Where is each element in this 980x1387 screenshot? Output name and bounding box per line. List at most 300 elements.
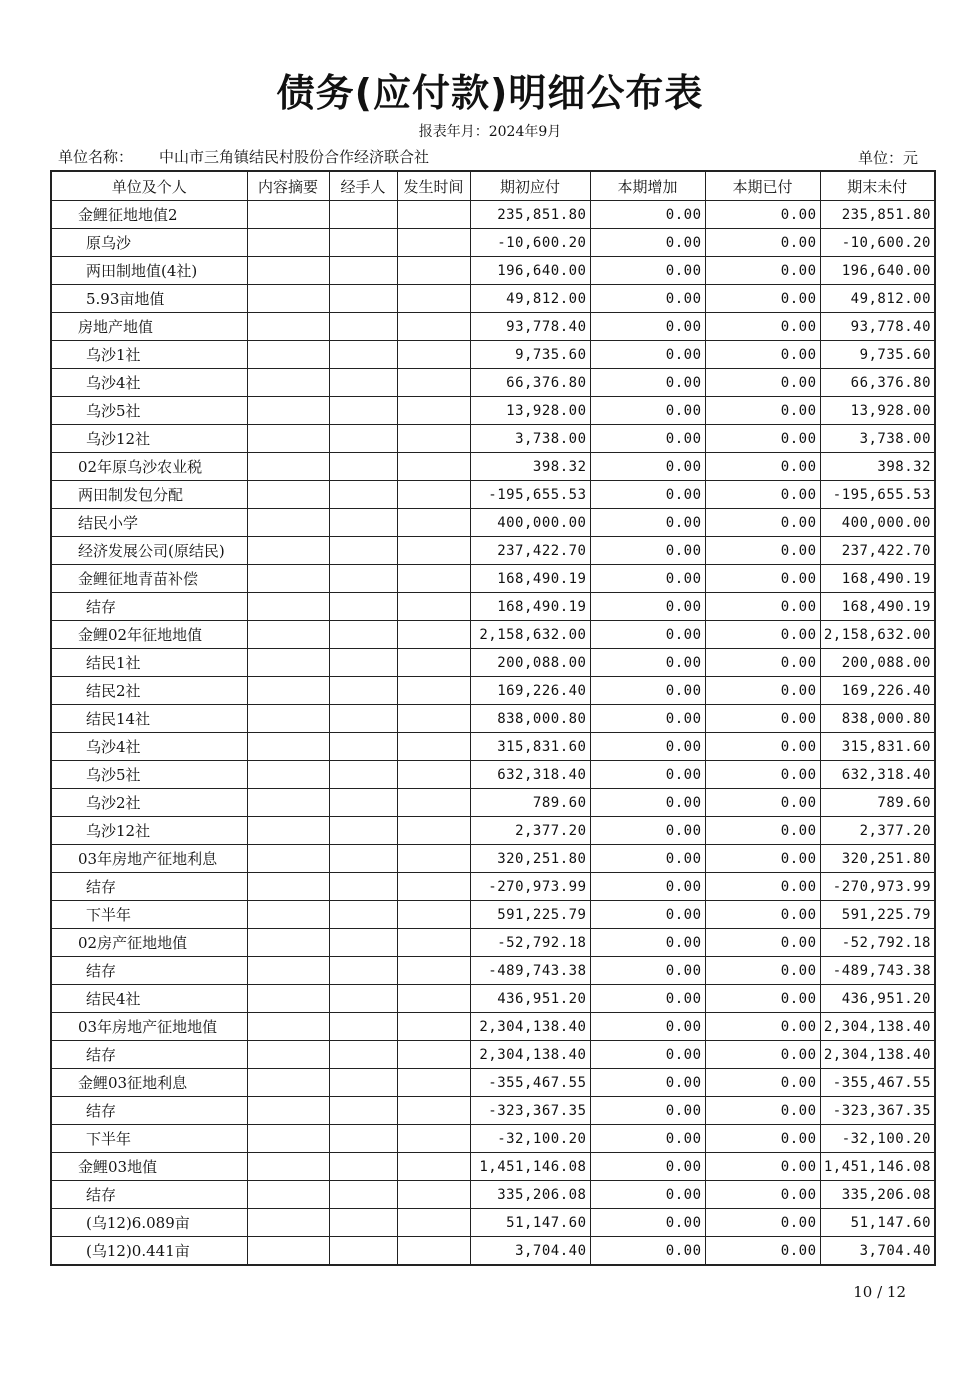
cell-handler — [329, 817, 397, 845]
cell-date — [397, 705, 470, 733]
cell-opening: -52,792.18 — [470, 929, 590, 957]
cell-entity-name: 乌沙5社 — [51, 397, 247, 425]
cell-increase: 0.00 — [590, 1069, 705, 1097]
report-period: 报表年月：2024年9月 — [418, 124, 562, 140]
cell-closing: 315,831.60 — [820, 733, 935, 761]
table-row — [51, 341, 935, 369]
cell-entity-name: 金鲤征地地值2 — [51, 201, 247, 229]
cell-increase: 0.00 — [590, 705, 705, 733]
cell-paid: 0.00 — [705, 453, 820, 481]
cell-summary — [247, 621, 329, 649]
cell-handler — [329, 229, 397, 257]
cell-summary — [247, 873, 329, 901]
cell-paid: 0.00 — [705, 1153, 820, 1181]
cell-opening: 200,088.00 — [470, 649, 590, 677]
cell-closing: 436,951.20 — [820, 985, 935, 1013]
cell-handler — [329, 873, 397, 901]
cell-summary — [247, 509, 329, 537]
cell-date — [397, 313, 470, 341]
cell-opening: 3,738.00 — [470, 425, 590, 453]
cell-closing: 3,704.40 — [820, 1237, 935, 1266]
cell-paid: 0.00 — [705, 1041, 820, 1069]
cell-paid: 0.00 — [705, 425, 820, 453]
cell-date — [397, 369, 470, 397]
cell-increase: 0.00 — [590, 341, 705, 369]
table-row — [51, 1209, 935, 1237]
cell-opening: 66,376.80 — [470, 369, 590, 397]
table-row — [51, 901, 935, 929]
cell-closing: 200,088.00 — [820, 649, 935, 677]
table-row — [51, 481, 935, 509]
cell-increase: 0.00 — [590, 369, 705, 397]
cell-closing: 196,640.00 — [820, 257, 935, 285]
cell-handler — [329, 1237, 397, 1266]
cell-paid: 0.00 — [705, 397, 820, 425]
cell-summary — [247, 985, 329, 1013]
cell-entity-name: 结存 — [51, 1041, 247, 1069]
cell-opening: 2,377.20 — [470, 817, 590, 845]
cell-increase: 0.00 — [590, 229, 705, 257]
cell-closing: 93,778.40 — [820, 313, 935, 341]
cell-closing: 2,304,138.40 — [820, 1041, 935, 1069]
cell-entity-name: 乌沙12社 — [51, 425, 247, 453]
cell-date — [397, 397, 470, 425]
table-header-row — [51, 171, 935, 201]
cell-handler — [329, 257, 397, 285]
cell-increase: 0.00 — [590, 845, 705, 873]
cell-increase: 0.00 — [590, 901, 705, 929]
cell-summary — [247, 705, 329, 733]
cell-opening: 436,951.20 — [470, 985, 590, 1013]
table-row — [51, 929, 935, 957]
cell-paid: 0.00 — [705, 901, 820, 929]
table-row — [51, 761, 935, 789]
cell-handler — [329, 593, 397, 621]
cell-closing: 400,000.00 — [820, 509, 935, 537]
table-row — [51, 705, 935, 733]
cell-increase: 0.00 — [590, 817, 705, 845]
cell-closing: 2,158,632.00 — [820, 621, 935, 649]
cell-paid: 0.00 — [705, 1013, 820, 1041]
cell-date — [397, 257, 470, 285]
cell-closing: 838,000.80 — [820, 705, 935, 733]
cell-opening: 196,640.00 — [470, 257, 590, 285]
cell-entity-name: 两田制地值(4社) — [51, 257, 247, 285]
cell-increase: 0.00 — [590, 453, 705, 481]
cell-increase: 0.00 — [590, 285, 705, 313]
cell-opening: -10,600.20 — [470, 229, 590, 257]
cell-opening: -195,655.53 — [470, 481, 590, 509]
cell-date — [397, 1041, 470, 1069]
cell-increase: 0.00 — [590, 257, 705, 285]
cell-paid: 0.00 — [705, 929, 820, 957]
cell-opening: 838,000.80 — [470, 705, 590, 733]
cell-opening: 93,778.40 — [470, 313, 590, 341]
cell-date — [397, 593, 470, 621]
cell-handler — [329, 901, 397, 929]
cell-paid: 0.00 — [705, 565, 820, 593]
cell-increase: 0.00 — [590, 537, 705, 565]
cell-date — [397, 901, 470, 929]
table-row — [51, 789, 935, 817]
table-row — [51, 1153, 935, 1181]
cell-increase: 0.00 — [590, 1041, 705, 1069]
table-row — [51, 733, 935, 761]
cell-closing: 398.32 — [820, 453, 935, 481]
cell-summary — [247, 901, 329, 929]
cell-summary — [247, 1153, 329, 1181]
cell-increase: 0.00 — [590, 1237, 705, 1266]
cell-closing: 13,928.00 — [820, 397, 935, 425]
cell-entity-name: 金鲤03征地利息 — [51, 1069, 247, 1097]
cell-closing: 237,422.70 — [820, 537, 935, 565]
table-row — [51, 369, 935, 397]
unit-name-label: 单位名称： — [58, 148, 134, 166]
cell-date — [397, 229, 470, 257]
cell-paid: 0.00 — [705, 369, 820, 397]
cell-closing: 66,376.80 — [820, 369, 935, 397]
cell-increase: 0.00 — [590, 201, 705, 229]
cell-entity-name: 两田制发包分配 — [51, 481, 247, 509]
cell-paid: 0.00 — [705, 621, 820, 649]
cell-handler — [329, 761, 397, 789]
cell-opening: -355,467.55 — [470, 1069, 590, 1097]
table-row — [51, 1125, 935, 1153]
cell-opening: 2,304,138.40 — [470, 1041, 590, 1069]
table-row — [51, 1069, 935, 1097]
page-number: 10 / 12 — [853, 1283, 906, 1301]
cell-opening: 9,735.60 — [470, 341, 590, 369]
cell-increase: 0.00 — [590, 565, 705, 593]
cell-increase: 0.00 — [590, 1013, 705, 1041]
cell-paid: 0.00 — [705, 593, 820, 621]
cell-handler — [329, 845, 397, 873]
cell-closing: 632,318.40 — [820, 761, 935, 789]
cell-increase: 0.00 — [590, 677, 705, 705]
cell-handler — [329, 1013, 397, 1041]
cell-paid: 0.00 — [705, 817, 820, 845]
cell-paid: 0.00 — [705, 733, 820, 761]
cell-opening: -489,743.38 — [470, 957, 590, 985]
cell-opening: 789.60 — [470, 789, 590, 817]
cell-paid: 0.00 — [705, 229, 820, 257]
cell-summary — [247, 733, 329, 761]
cell-increase: 0.00 — [590, 397, 705, 425]
cell-summary — [247, 789, 329, 817]
cell-paid: 0.00 — [705, 789, 820, 817]
cell-entity-name: 经济发展公司(原结民) — [51, 537, 247, 565]
table-row — [51, 201, 935, 229]
cell-increase: 0.00 — [590, 425, 705, 453]
cell-closing: 2,377.20 — [820, 817, 935, 845]
cell-closing: -32,100.20 — [820, 1125, 935, 1153]
cell-handler — [329, 957, 397, 985]
table-row — [51, 593, 935, 621]
table-row — [51, 509, 935, 537]
cell-paid: 0.00 — [705, 313, 820, 341]
cell-closing: 789.60 — [820, 789, 935, 817]
cell-entity-name: 结民1社 — [51, 649, 247, 677]
cell-summary — [247, 565, 329, 593]
cell-summary — [247, 1069, 329, 1097]
cell-date — [397, 537, 470, 565]
cell-entity-name: (乌12)0.441亩 — [51, 1237, 247, 1266]
cell-paid: 0.00 — [705, 761, 820, 789]
cell-paid: 0.00 — [705, 509, 820, 537]
cell-paid: 0.00 — [705, 705, 820, 733]
cell-opening: 168,490.19 — [470, 593, 590, 621]
cell-entity-name: 结民14社 — [51, 705, 247, 733]
cell-date — [397, 341, 470, 369]
cell-summary — [247, 761, 329, 789]
table-row — [51, 1237, 935, 1266]
cell-opening: 591,225.79 — [470, 901, 590, 929]
cell-increase: 0.00 — [590, 649, 705, 677]
cell-closing: -52,792.18 — [820, 929, 935, 957]
cell-entity-name: 原乌沙 — [51, 229, 247, 257]
cell-paid: 0.00 — [705, 873, 820, 901]
cell-entity-name: 房地产地值 — [51, 313, 247, 341]
cell-closing: 49,812.00 — [820, 285, 935, 313]
cell-summary — [247, 649, 329, 677]
cell-entity-name: 02房产征地地值 — [51, 929, 247, 957]
table-row — [51, 313, 935, 341]
cell-entity-name: 下半年 — [51, 901, 247, 929]
cell-handler — [329, 733, 397, 761]
cell-entity-name: 金鲤02年征地地值 — [51, 621, 247, 649]
cell-handler — [329, 425, 397, 453]
cell-date — [397, 845, 470, 873]
col-header-paid: 本期已付 — [705, 171, 820, 201]
cell-date — [397, 817, 470, 845]
cell-entity-name: 03年房地产征地利息 — [51, 845, 247, 873]
cell-closing: -489,743.38 — [820, 957, 935, 985]
cell-opening: 51,147.60 — [470, 1209, 590, 1237]
table-row — [51, 453, 935, 481]
table-row — [51, 1041, 935, 1069]
col-header-opening: 期初应付 — [470, 171, 590, 201]
cell-handler — [329, 1069, 397, 1097]
cell-entity-name: 结存 — [51, 957, 247, 985]
cell-summary — [247, 313, 329, 341]
cell-increase: 0.00 — [590, 481, 705, 509]
table-row — [51, 229, 935, 257]
cell-date — [397, 425, 470, 453]
cell-summary — [247, 1237, 329, 1266]
cell-handler — [329, 621, 397, 649]
cell-increase: 0.00 — [590, 761, 705, 789]
unit-name-value: 中山市三角镇结民村股份合作经济联合社 — [159, 148, 430, 166]
cell-increase: 0.00 — [590, 593, 705, 621]
cell-date — [397, 929, 470, 957]
cell-entity-name: 金鲤03地值 — [51, 1153, 247, 1181]
cell-handler — [329, 369, 397, 397]
cell-increase: 0.00 — [590, 621, 705, 649]
cell-summary — [247, 1181, 329, 1209]
cell-opening: 13,928.00 — [470, 397, 590, 425]
cell-closing: -355,467.55 — [820, 1069, 935, 1097]
cell-summary — [247, 537, 329, 565]
cell-summary — [247, 201, 329, 229]
cell-handler — [329, 649, 397, 677]
cell-summary — [247, 1209, 329, 1237]
table-row — [51, 873, 935, 901]
cell-summary — [247, 593, 329, 621]
table-row — [51, 565, 935, 593]
table-row — [51, 957, 935, 985]
cell-summary — [247, 285, 329, 313]
cell-entity-name: 乌沙1社 — [51, 341, 247, 369]
cell-paid: 0.00 — [705, 1181, 820, 1209]
cell-closing: -323,367.35 — [820, 1097, 935, 1125]
cell-date — [397, 1069, 470, 1097]
cell-entity-name: 下半年 — [51, 1125, 247, 1153]
cell-closing: -10,600.20 — [820, 229, 935, 257]
cell-increase: 0.00 — [590, 733, 705, 761]
cell-paid: 0.00 — [705, 341, 820, 369]
cell-closing: 320,251.80 — [820, 845, 935, 873]
cell-entity-name: 结民4社 — [51, 985, 247, 1013]
table-row — [51, 649, 935, 677]
cell-increase: 0.00 — [590, 1153, 705, 1181]
table-row — [51, 1097, 935, 1125]
cell-summary — [247, 1041, 329, 1069]
cell-paid: 0.00 — [705, 257, 820, 285]
cell-date — [397, 873, 470, 901]
cell-opening: 1,451,146.08 — [470, 1153, 590, 1181]
cell-date — [397, 1097, 470, 1125]
cell-handler — [329, 1181, 397, 1209]
cell-opening: 2,158,632.00 — [470, 621, 590, 649]
cell-entity-name: 乌沙4社 — [51, 369, 247, 397]
cell-handler — [329, 453, 397, 481]
col-header-closing: 期末未付 — [820, 171, 935, 201]
cell-entity-name: 结存 — [51, 873, 247, 901]
cell-closing: 335,206.08 — [820, 1181, 935, 1209]
cell-summary — [247, 425, 329, 453]
table-row — [51, 537, 935, 565]
cell-handler — [329, 313, 397, 341]
cell-opening: 49,812.00 — [470, 285, 590, 313]
cell-date — [397, 285, 470, 313]
cell-date — [397, 677, 470, 705]
cell-date — [397, 1153, 470, 1181]
cell-opening: 3,704.40 — [470, 1237, 590, 1266]
table-row — [51, 677, 935, 705]
cell-summary — [247, 257, 329, 285]
cell-summary — [247, 1097, 329, 1125]
cell-handler — [329, 481, 397, 509]
cell-paid: 0.00 — [705, 1097, 820, 1125]
cell-opening: 237,422.70 — [470, 537, 590, 565]
cell-handler — [329, 509, 397, 537]
cell-entity-name: 结民小学 — [51, 509, 247, 537]
cell-increase: 0.00 — [590, 1181, 705, 1209]
cell-paid: 0.00 — [705, 649, 820, 677]
table-row — [51, 1013, 935, 1041]
cell-opening: 2,304,138.40 — [470, 1013, 590, 1041]
payables-table — [50, 170, 936, 1266]
cell-entity-name: 乌沙2社 — [51, 789, 247, 817]
cell-paid: 0.00 — [705, 481, 820, 509]
table-row — [51, 621, 935, 649]
cell-summary — [247, 817, 329, 845]
cell-date — [397, 733, 470, 761]
cell-entity-name: 结存 — [51, 1181, 247, 1209]
col-header-date: 发生时间 — [397, 171, 470, 201]
cell-handler — [329, 705, 397, 733]
cell-date — [397, 509, 470, 537]
cell-handler — [329, 285, 397, 313]
cell-increase: 0.00 — [590, 929, 705, 957]
cell-entity-name: 结存 — [51, 593, 247, 621]
cell-entity-name: 结民2社 — [51, 677, 247, 705]
cell-date — [397, 761, 470, 789]
cell-summary — [247, 929, 329, 957]
cell-opening: 335,206.08 — [470, 1181, 590, 1209]
cell-closing: -270,973.99 — [820, 873, 935, 901]
cell-closing: 169,226.40 — [820, 677, 935, 705]
cell-summary — [247, 481, 329, 509]
cell-closing: 235,851.80 — [820, 201, 935, 229]
cell-paid: 0.00 — [705, 957, 820, 985]
cell-closing: 1,451,146.08 — [820, 1153, 935, 1181]
cell-closing: 9,735.60 — [820, 341, 935, 369]
cell-increase: 0.00 — [590, 1125, 705, 1153]
cell-opening: -323,367.35 — [470, 1097, 590, 1125]
cell-increase: 0.00 — [590, 1209, 705, 1237]
cell-opening: -32,100.20 — [470, 1125, 590, 1153]
cell-entity-name: 乌沙5社 — [51, 761, 247, 789]
cell-paid: 0.00 — [705, 1125, 820, 1153]
cell-opening: 315,831.60 — [470, 733, 590, 761]
cell-paid: 0.00 — [705, 1237, 820, 1266]
table-body — [51, 201, 935, 1266]
cell-entity-name: 乌沙12社 — [51, 817, 247, 845]
cell-opening: 632,318.40 — [470, 761, 590, 789]
table-row — [51, 817, 935, 845]
cell-paid: 0.00 — [705, 985, 820, 1013]
cell-summary — [247, 957, 329, 985]
cell-handler — [329, 397, 397, 425]
cell-date — [397, 481, 470, 509]
cell-handler — [329, 341, 397, 369]
cell-handler — [329, 677, 397, 705]
cell-date — [397, 201, 470, 229]
page-title: 债务(应付款)明细公布表 — [276, 71, 704, 115]
cell-date — [397, 565, 470, 593]
col-header-summary: 内容摘要 — [247, 171, 329, 201]
cell-handler — [329, 1125, 397, 1153]
cell-entity-name: 03年房地产征地地值 — [51, 1013, 247, 1041]
cell-summary — [247, 1125, 329, 1153]
cell-closing: 591,225.79 — [820, 901, 935, 929]
cell-increase: 0.00 — [590, 1097, 705, 1125]
table-row — [51, 1181, 935, 1209]
cell-summary — [247, 845, 329, 873]
cell-summary — [247, 341, 329, 369]
cell-date — [397, 649, 470, 677]
cell-opening: 400,000.00 — [470, 509, 590, 537]
cell-paid: 0.00 — [705, 677, 820, 705]
cell-handler — [329, 1153, 397, 1181]
cell-entity-name: 02年原乌沙农业税 — [51, 453, 247, 481]
cell-increase: 0.00 — [590, 873, 705, 901]
cell-summary — [247, 677, 329, 705]
cell-date — [397, 453, 470, 481]
table-row — [51, 985, 935, 1013]
cell-entity-name: 乌沙4社 — [51, 733, 247, 761]
